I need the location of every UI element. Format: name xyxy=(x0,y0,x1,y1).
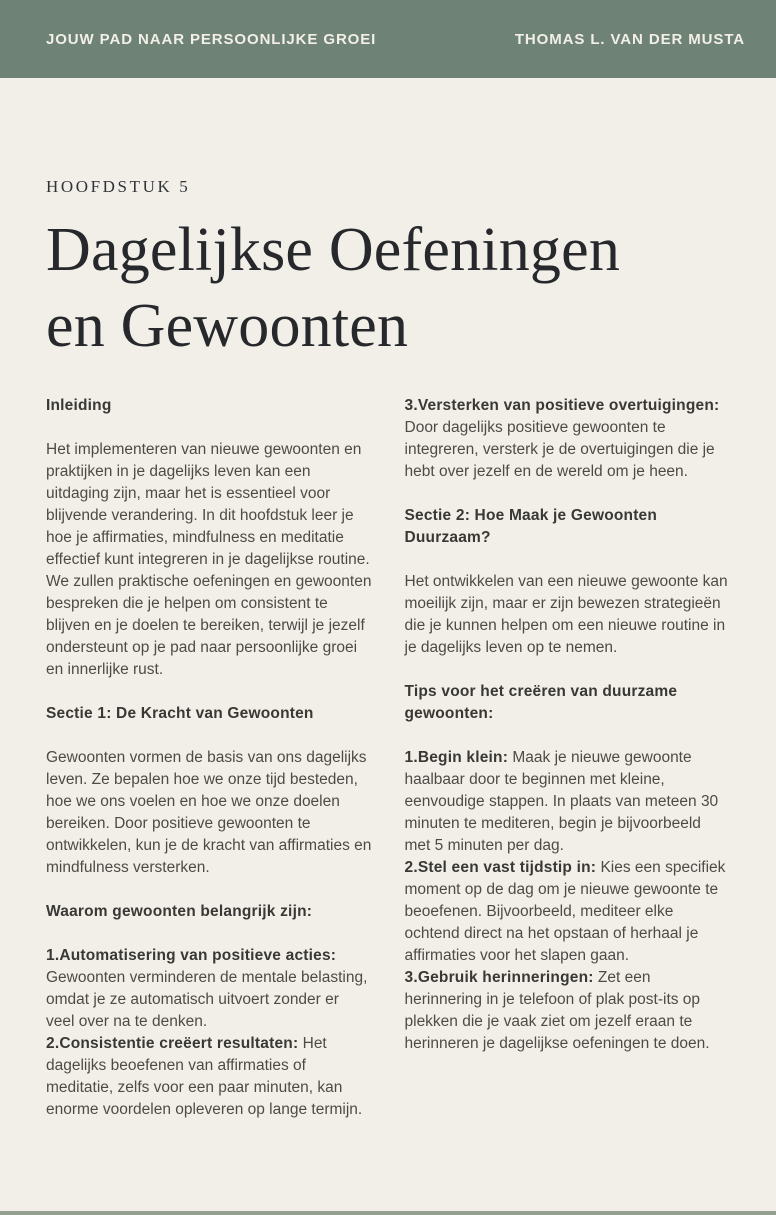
list-item-lead: 2.Stel een vast tijdstip in: xyxy=(404,859,597,876)
list-item: 3.Versterken van positieve overtuigingen: Door dagelijks positieve gewoonten te integreren, versterk je de overtuigingen die je hebt over jezelf en de wereld om je heen. xyxy=(404,397,720,480)
list-item: 1.Begin klein: Maak je nieuwe gewoonte haalbaar door te beginnen met kleine, eenvoudige stappen. In plaats van meteen 30 minuten te mediteren, begin je bijvoorbeeld met 5 minuten per dag. xyxy=(404,749,719,854)
chapter-title xyxy=(46,212,730,364)
section-heading: Sectie 1: De Kracht van Gewoonten xyxy=(46,705,314,722)
header-right-text: THOMAS L. VAN DER MUSTA xyxy=(514,30,745,48)
page-header-bar xyxy=(0,0,776,78)
list-item: 2.Consistentie creëert resultaten: Het dagelijks beoefenen van affirmaties of meditatie, zelfs voor een paar minuten, kan enorme voordelen opleveren op lange termijn. xyxy=(46,1035,363,1118)
chapter-kicker: HOOFDSTUK 5 xyxy=(46,177,191,196)
article-column-left xyxy=(46,395,372,1121)
article-column-right xyxy=(405,395,731,1121)
list-item: 1.Automatisering van positieve acties: Gewoonten verminderen de mentale belasting, omdat je ze automatisch uitvoert zonder er veel over na te denken. xyxy=(46,947,368,1030)
page-footer-bar xyxy=(0,1211,776,1215)
page-content xyxy=(0,177,776,1121)
paragraph: Het ontwikkelen van een nieuwe gewoonte kan moeilijk zijn, maar er zijn bewezen strategieën die je kunnen helpen om een nieuwe routine in je dagelijks leven op te nemen. xyxy=(404,573,728,656)
section-heading: Inleiding xyxy=(46,397,112,414)
section-heading: Waarom gewoonten belangrijk zijn: xyxy=(46,903,313,920)
chapter-title-line2: en Gewoonten xyxy=(46,292,409,360)
list-item-lead: 1.Begin klein: xyxy=(404,749,509,766)
list-item-lead: 3.Gebruik herinneringen: xyxy=(404,969,594,986)
list-item: 3.Gebruik herinneringen: Zet een herinnering in je telefoon of plak post-its op plekken die je vaak ziet om jezelf eraan te herinneren je dagelijkse oefeningen te doen. xyxy=(404,969,710,1052)
article-columns xyxy=(46,395,730,1121)
list-item-lead: 1.Automatisering van positieve acties: xyxy=(46,947,337,964)
paragraph: Gewoonten vormen de basis van ons dagelijks leven. Ze bepalen hoe we onze tijd besteden, hoe we ons voelen en hoe we onze doelen bereiken. Door positieve gewoonten te ontwikkelen, kun je de kracht van affirmaties en mindfulness versterken. xyxy=(46,749,372,876)
header-left-text: JOUW PAD NAAR PERSOONLIJKE GROEI xyxy=(46,30,377,48)
paragraph: Het implementeren van nieuwe gewoonten en praktijken in je dagelijks leven kan een uitdaging zijn, maar het is essentieel voor blijvende verandering. In dit hoofdstuk leer je hoe je affirmaties, mindfulness en meditatie effectief kunt integreren in je dagelijkse routine. We zullen praktische oefeningen en gewoonten bespreken die je helpen om consistent te blijven en je doelen te bereiken, terwijl je jezelf ondersteunt op je pad naar persoonlijke groei en innerlijke rust. xyxy=(46,441,372,678)
list-item-lead: 2.Consistentie creëert resultaten: xyxy=(46,1035,299,1052)
chapter-title-line1: Dagelijkse Oefeningen xyxy=(46,216,621,284)
section-heading: Sectie 2: Hoe Maak je Gewoonten Duurzaam? xyxy=(404,507,658,546)
section-heading: Tips voor het creëren van duurzame gewoonten: xyxy=(404,683,678,722)
list-item-lead: 3.Versterken van positieve overtuigingen: xyxy=(404,397,720,414)
list-item: 2.Stel een vast tijdstip in: Kies een specifiek moment op de dag om je nieuwe gewoonte te beoefenen. Bijvoorbeeld, mediteer elke ochtend direct na het opstaan of herhaal je affirmaties voor het slapen gaan. xyxy=(404,859,726,964)
